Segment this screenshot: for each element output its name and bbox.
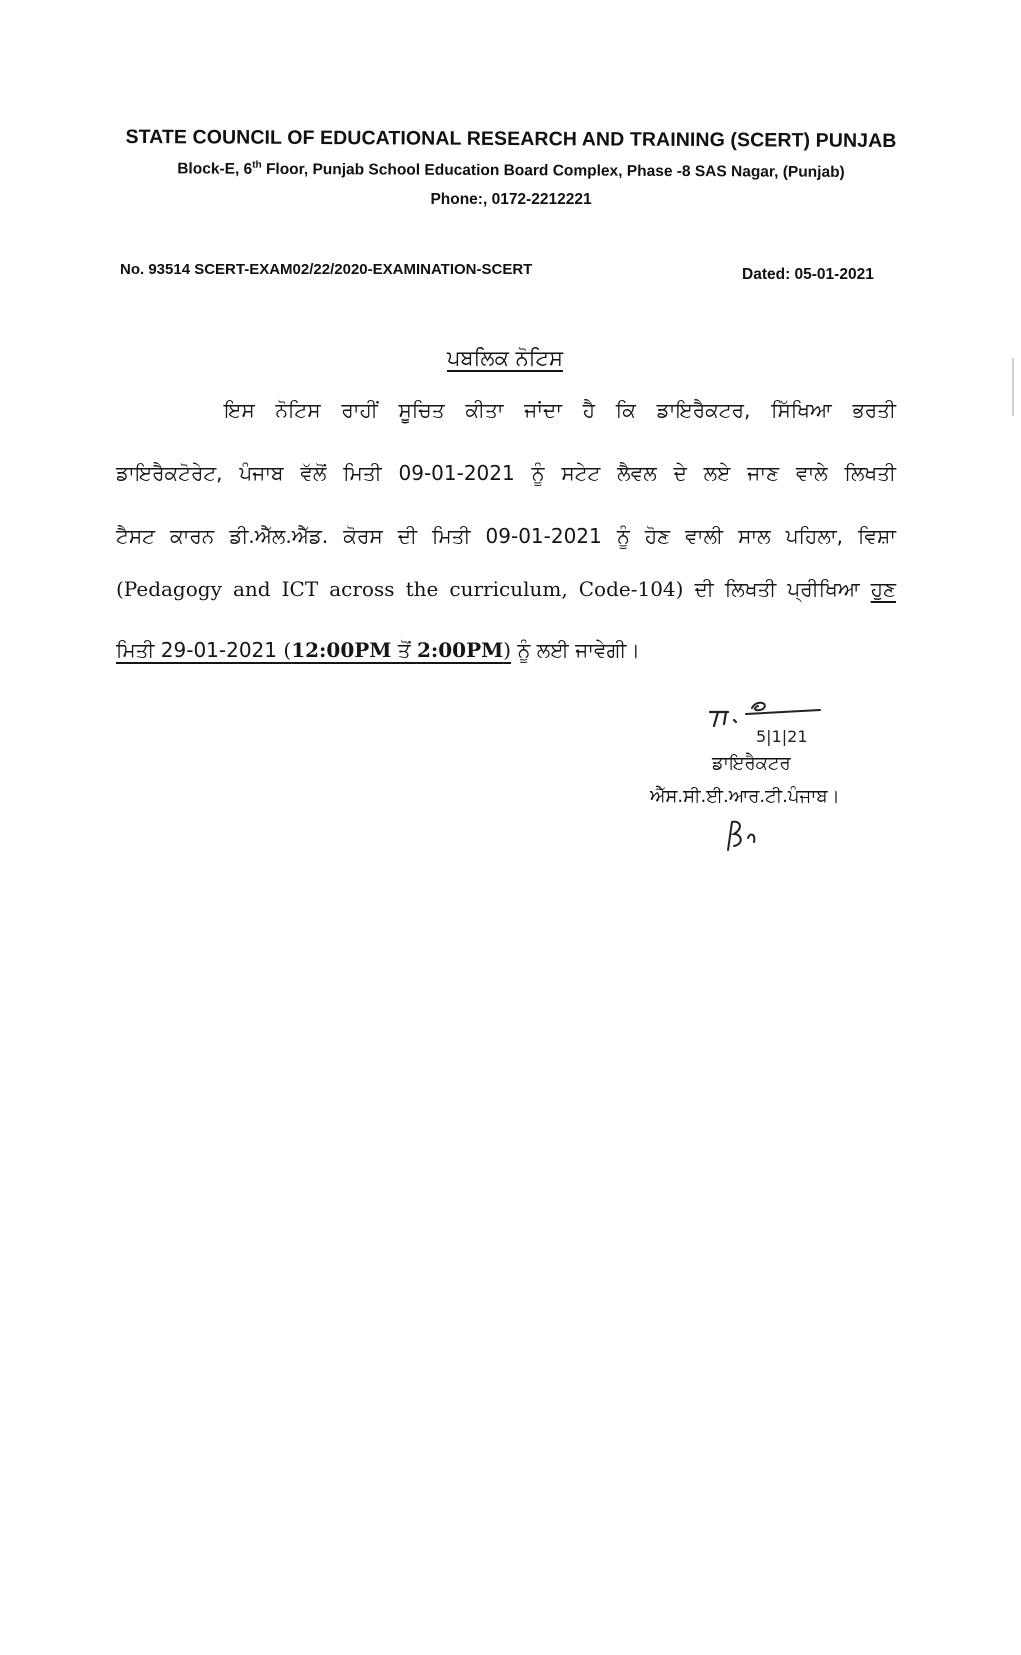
time-close-paren: ) [503, 638, 512, 662]
notice-line-5-tail: ਨੂੰ ਲਈ ਜਾਵੇਗੀ। [511, 638, 640, 662]
address-suffix: Floor, Punjab School Education Board Complex, Phase -8 SAS Nagar, (Punjab) [261, 160, 845, 181]
notice-line-2 [116, 461, 896, 485]
notice-line-1 [224, 398, 896, 422]
notice-title: ਪਬਲਿਕ ਨੋਟਿਸ [447, 346, 563, 370]
notice-new-date-underlined [116, 638, 511, 662]
organisation-phone: Phone:, 0172-2212221 [430, 191, 592, 208]
time-open-paren: ( [283, 638, 292, 662]
scan-edge-mark [1012, 358, 1014, 416]
address-prefix: Block-E, 6 [177, 160, 253, 178]
notice-line-3-text: ਟੈਸਟ ਕਾਰਨ ਡੀ.ਐੱਲ.ਐੱਡ. ਕੋਰਸ ਦੀ ਮਿਤੀ 09-01-2021 ਨੂੰ ਹੋਣ ਵਾਲੀ ਸਾਲ ਪਹਿਲਾ, ਵਿਸ਼ਾ [116, 524, 896, 548]
time-end: 2:00PM [416, 638, 504, 662]
signatory-designation: ਡਾਇਰੈਕਟਰ [712, 753, 791, 774]
signatory-organisation: ਐੱਸ.ਸੀ.ਈ.ਆਰ.ਟੀ.ਪੰਜਾਬ। [650, 786, 840, 807]
organisation-address [90, 159, 932, 183]
notice-line-4 [116, 577, 896, 601]
handwritten-date: 5|1|21 [756, 727, 808, 746]
notice-line-2-text: ਡਾਇਰੈਕਟੋਰੇਟ, ਪੰਜਾਬ ਵੱਲੋਂ ਮਿਤੀ 09-01-2021 ਨੂੰ ਸਟੇਟ ਲੈਵਲ ਦੇ ਲਏ ਜਾਣ ਵਾਲੇ ਲਿਖਤੀ [116, 461, 896, 485]
notice-line-1-text: ਇਸ ਨੋਟਿਸ ਰਾਹੀਂ ਸੂਚਿਤ ਕੀਤਾ ਜਾਂਦਾ ਹੈ ਕਿ ਡਾਇਰੈਕਟਰ, ਸਿੱਖਿਆ ਭਰਤੀ [224, 398, 896, 422]
notice-line-4-underlined: ਹੁਣ [870, 577, 896, 601]
time-to-word: ਤੋਂ [391, 638, 417, 662]
reference-number: No. 93514 SCERT-EXAM02/22/2020-EXAMINATION-SCERT [120, 261, 533, 278]
notice-line-3 [116, 524, 896, 548]
handwritten-signature [700, 700, 840, 760]
dated-label: Dated: 05-01-2021 [742, 266, 874, 283]
time-start: 12:00PM [291, 638, 392, 662]
address-superscript: th [252, 159, 262, 171]
notice-line-5 [116, 638, 896, 662]
notice-new-date: ਮਿਤੀ 29-01-2021 [116, 638, 284, 662]
notice-line-4-text: (Pedagogy and ICT across the curriculum, Code-104) ਦੀ ਲਿਖਤੀ ਪ੍ਰੀਖਿਆ [116, 577, 871, 601]
organisation-name: STATE COUNCIL OF EDUCATIONAL RESEARCH AND TRAINING (SCERT) PUNJAB [125, 125, 897, 153]
initials-mark [722, 816, 762, 852]
